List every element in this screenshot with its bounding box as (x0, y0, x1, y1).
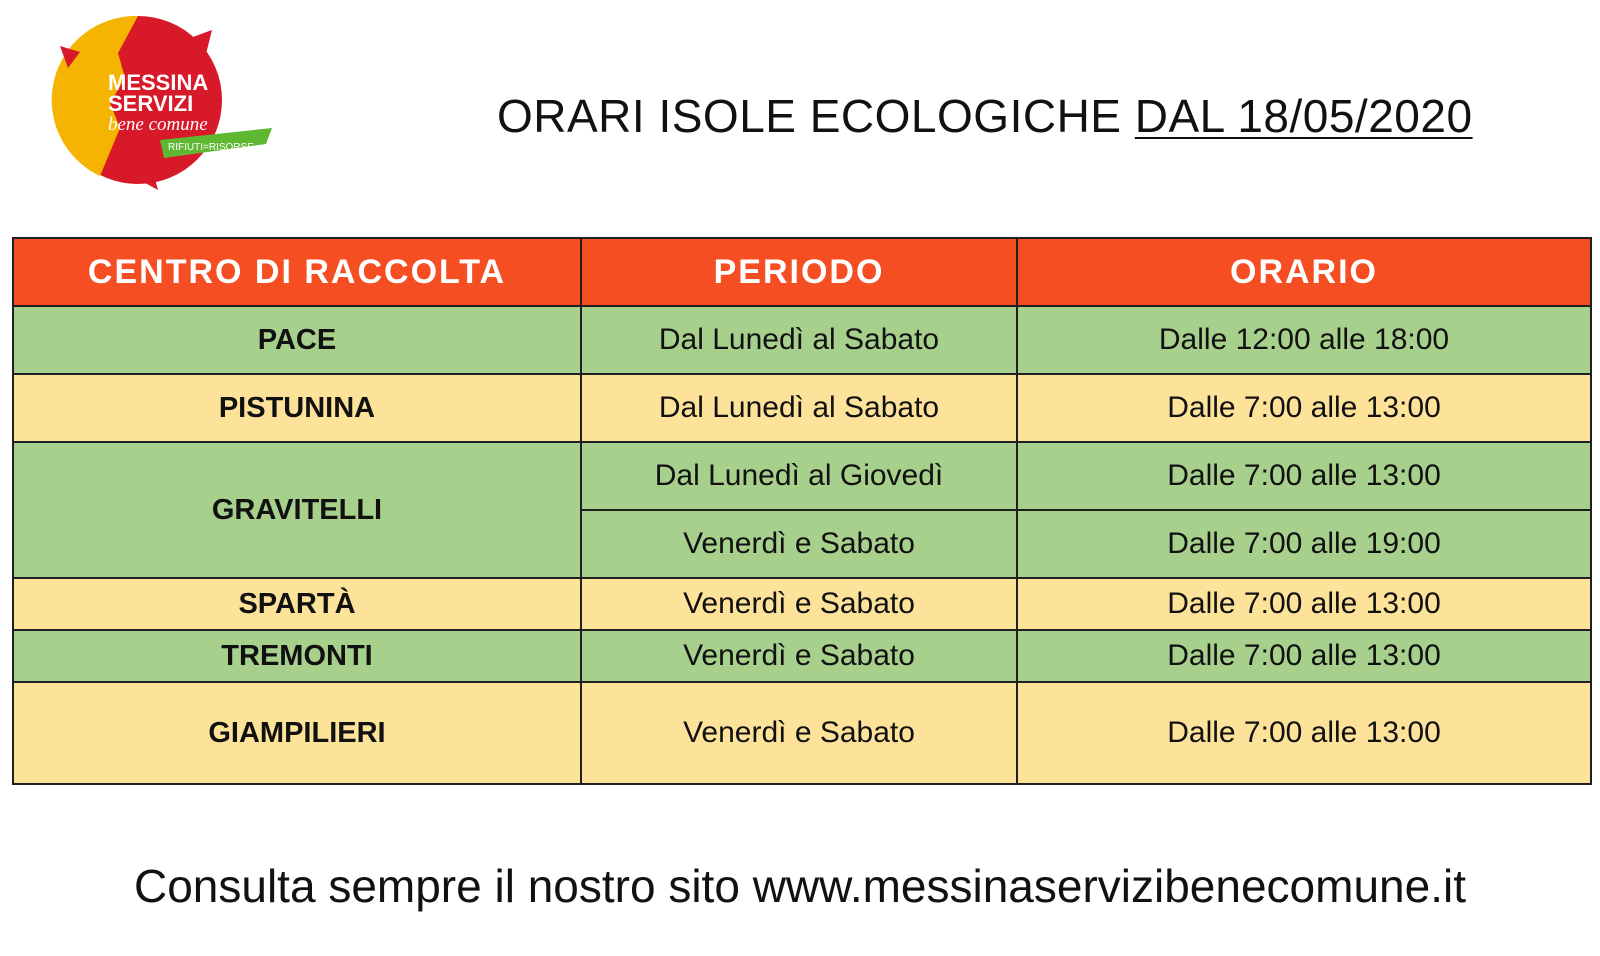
website-footer: Consulta sempre il nostro sito www.messinaservizibenecomune.it (133, 860, 1466, 912)
hours-cell: Dalle 7:00 alle 13:00 (1017, 682, 1591, 784)
page-title (497, 88, 1473, 144)
hours-cell: Dalle 7:00 alle 19:00 (1017, 510, 1591, 578)
table-row (13, 442, 1591, 510)
hours-cell: Dalle 7:00 alle 13:00 (1017, 630, 1591, 682)
hours-cell: Dalle 7:00 alle 13:00 (1017, 374, 1591, 442)
center-name: PACE (13, 306, 581, 374)
table-row (13, 306, 1591, 374)
period-cell: Venerdì e Sabato (581, 510, 1017, 578)
period-cell: Venerdì e Sabato (581, 682, 1017, 784)
title-date: DAL 18/05/2020 (1134, 90, 1473, 142)
header-center: CENTRO DI RACCOLTA (13, 238, 581, 306)
logo-line-3: bene comune (108, 114, 208, 135)
table-row (13, 630, 1591, 682)
center-name: GIAMPILIERI (13, 682, 581, 784)
header-row (13, 238, 1591, 306)
center-name: SPARTÀ (13, 578, 581, 630)
hours-cell: Dalle 12:00 alle 18:00 (1017, 306, 1591, 374)
messina-servizi-logo (40, 8, 290, 198)
logo-line-2: SERVIZI (108, 91, 194, 116)
period-cell: Dal Lunedì al Sabato (581, 374, 1017, 442)
header-hours: ORARIO (1017, 238, 1591, 306)
period-cell: Venerdì e Sabato (581, 578, 1017, 630)
table-row (13, 578, 1591, 630)
hours-cell: Dalle 7:00 alle 13:00 (1017, 442, 1591, 510)
schedule-table (12, 237, 1592, 785)
center-name: PISTUNINA (13, 374, 581, 442)
period-cell: Dal Lunedì al Giovedì (581, 442, 1017, 510)
table-row (13, 374, 1591, 442)
center-name: GRAVITELLI (13, 442, 581, 578)
hours-cell: Dalle 7:00 alle 13:00 (1017, 578, 1591, 630)
header-period: PERIODO (581, 238, 1017, 306)
center-name: TREMONTI (13, 630, 581, 682)
table-row (13, 682, 1591, 784)
logo-tag: RIFIUTI=RISORSE (168, 142, 254, 153)
title-main: ORARI ISOLE ECOLOGICHE (497, 90, 1135, 142)
period-cell: Dal Lunedì al Sabato (581, 306, 1017, 374)
logo-line-1: MESSINA (108, 70, 209, 95)
period-cell: Venerdì e Sabato (581, 630, 1017, 682)
